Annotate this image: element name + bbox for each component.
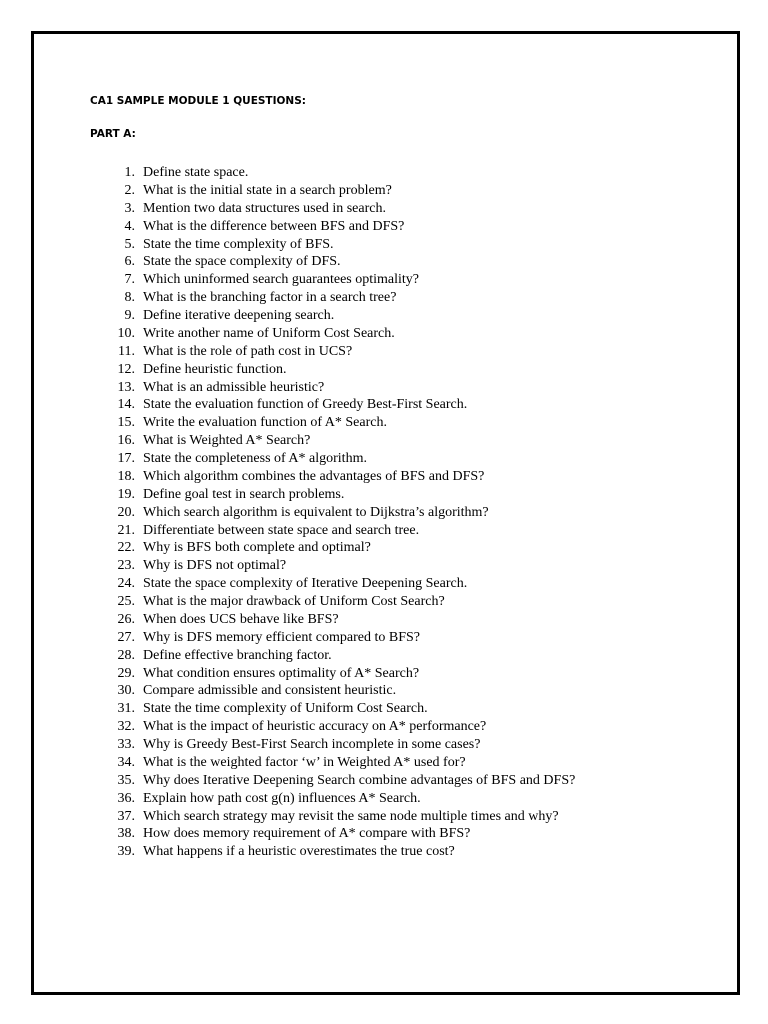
question-item (107, 682, 575, 700)
question-item (107, 450, 575, 468)
question-number: 1. (124, 165, 135, 180)
question-number: 23. (117, 558, 135, 574)
question-text: Compare admissible and consistent heuristic. (143, 683, 397, 699)
question-number: 16. (117, 433, 135, 449)
question-text: What happens if a heuristic overestimates the true cost? (143, 844, 455, 860)
question-number: 26. (117, 611, 135, 627)
question-number: 30. (117, 683, 135, 699)
question-text: Why is Greedy Best-First Search incomplete in some cases? (143, 737, 481, 752)
question-text: Why does Iterative Deepening Search combine advantages of BFS and DFS? (143, 772, 576, 788)
question-item (107, 325, 575, 343)
question-number: 32. (117, 719, 135, 735)
question-item (107, 736, 575, 754)
question-number: 25. (117, 594, 135, 609)
question-item (107, 522, 575, 540)
question-item (107, 754, 575, 772)
question-item (107, 718, 575, 736)
question-item (107, 843, 575, 861)
question-text: State the time complexity of Uniform Cost Search. (143, 701, 428, 717)
question-item (107, 414, 575, 432)
question-item (107, 164, 575, 182)
question-text: When does UCS behave like BFS? (143, 611, 339, 627)
question-item (107, 307, 575, 325)
question-number: 19. (117, 486, 135, 502)
question-text: Write the evaluation function of A* Search. (143, 415, 387, 431)
question-number: 37. (117, 808, 135, 824)
question-number: 29. (117, 665, 135, 681)
question-number: 12. (117, 361, 135, 377)
question-number: 4. (124, 218, 135, 234)
question-text: What condition ensures optimality of A* Search? (143, 665, 420, 681)
question-number: 34. (117, 754, 135, 770)
question-number: 7. (124, 272, 135, 288)
question-text: Differentiate between state space and search tree. (143, 522, 420, 538)
question-number: 11. (118, 343, 135, 359)
question-item (107, 772, 575, 790)
question-text: State the completeness of A* algorithm. (143, 451, 367, 466)
question-number: 13. (117, 379, 135, 395)
question-text: Why is DFS memory efficient compared to BFS? (143, 629, 420, 645)
question-text: Define effective branching factor. (143, 647, 332, 663)
question-number: 18. (117, 468, 135, 484)
question-text: Which search strategy may revisit the same node multiple times and why? (143, 808, 559, 824)
question-text: Why is DFS not optimal? (143, 558, 287, 574)
question-number: 20. (117, 504, 135, 520)
question-number: 15. (117, 415, 135, 431)
question-item (107, 361, 575, 379)
question-item (107, 504, 575, 522)
question-text: How does memory requirement of A* compare with BFS? (143, 826, 471, 842)
question-text: Write another name of Uniform Cost Search. (143, 325, 395, 341)
question-item (107, 218, 575, 236)
question-number: 35. (117, 772, 135, 788)
question-text: Which search algorithm is equivalent to Dijkstra’s algorithm? (143, 504, 489, 520)
question-number: 2. (124, 182, 135, 198)
question-text: Define heuristic function. (143, 361, 287, 377)
question-number: 24. (117, 576, 135, 592)
question-text: What is an admissible heuristic? (143, 379, 325, 395)
question-number: 31. (117, 701, 135, 717)
question-item (107, 432, 575, 450)
question-number: 39. (117, 844, 135, 860)
question-number: 33. (117, 737, 135, 752)
question-number: 22. (117, 540, 135, 556)
question-text: State the space complexity of Iterative Deepening Search. (143, 576, 468, 592)
question-number: 3. (124, 200, 135, 216)
question-text: What is the initial state in a search problem? (143, 182, 392, 198)
document-title: CA1 SAMPLE MODULE 1 QUESTIONS: (90, 95, 306, 107)
question-number: 27. (117, 629, 135, 645)
question-item (107, 665, 575, 683)
question-text: State the time complexity of BFS. (143, 236, 334, 252)
question-item (107, 825, 575, 843)
question-text: Define iterative deepening search. (143, 308, 335, 323)
question-text: What is the branching factor in a search tree? (143, 290, 397, 306)
question-text: Why is BFS both complete and optimal? (143, 540, 371, 556)
question-text: What is the major drawback of Uniform Cost Search? (143, 594, 445, 609)
question-item (107, 647, 575, 665)
question-item (107, 575, 575, 593)
question-item (107, 289, 575, 307)
question-number: 21. (117, 522, 135, 538)
question-item (107, 396, 575, 414)
question-item (107, 790, 575, 808)
question-number: 8. (124, 290, 135, 306)
question-item (107, 486, 575, 504)
question-number: 10. (117, 325, 135, 341)
question-text: What is the difference between BFS and DFS? (143, 218, 405, 234)
question-number: 38. (117, 826, 135, 842)
question-text: Define state space. (143, 165, 249, 180)
question-item (107, 629, 575, 647)
question-item (107, 182, 575, 200)
question-number: 6. (124, 254, 135, 270)
question-item (107, 271, 575, 289)
question-text: What is the weighted factor ‘w’ in Weighted A* used for? (143, 754, 466, 770)
question-number: 17. (117, 451, 135, 466)
question-item (107, 611, 575, 629)
question-text: Mention two data structures used in search. (143, 200, 386, 216)
question-text: Explain how path cost g(n) influences A* Search. (143, 790, 421, 806)
question-number: 14. (117, 397, 135, 413)
question-item (107, 593, 575, 611)
question-item (107, 539, 575, 557)
question-number: 28. (117, 647, 135, 663)
question-list (107, 164, 575, 861)
question-text: What is Weighted A* Search? (143, 433, 311, 449)
question-item (107, 557, 575, 575)
section-heading: PART A: (90, 128, 136, 140)
question-item (107, 236, 575, 254)
question-text: Which uninformed search guarantees optimality? (143, 272, 420, 288)
question-text: State the evaluation function of Greedy Best-First Search. (143, 397, 468, 413)
question-item (107, 808, 575, 826)
question-number: 36. (117, 790, 135, 806)
question-item (107, 468, 575, 486)
question-item (107, 200, 575, 218)
question-text: What is the impact of heuristic accuracy on A* performance? (143, 719, 487, 735)
question-text: Which algorithm combines the advantages of BFS and DFS? (143, 468, 485, 484)
question-item (107, 379, 575, 397)
question-item (107, 343, 575, 361)
question-number: 9. (124, 308, 135, 323)
question-item (107, 253, 575, 271)
question-number: 5. (124, 236, 135, 252)
question-text: State the space complexity of DFS. (143, 254, 341, 270)
question-item (107, 700, 575, 718)
question-text: Define goal test in search problems. (143, 486, 345, 502)
question-text: What is the role of path cost in UCS? (143, 343, 353, 359)
